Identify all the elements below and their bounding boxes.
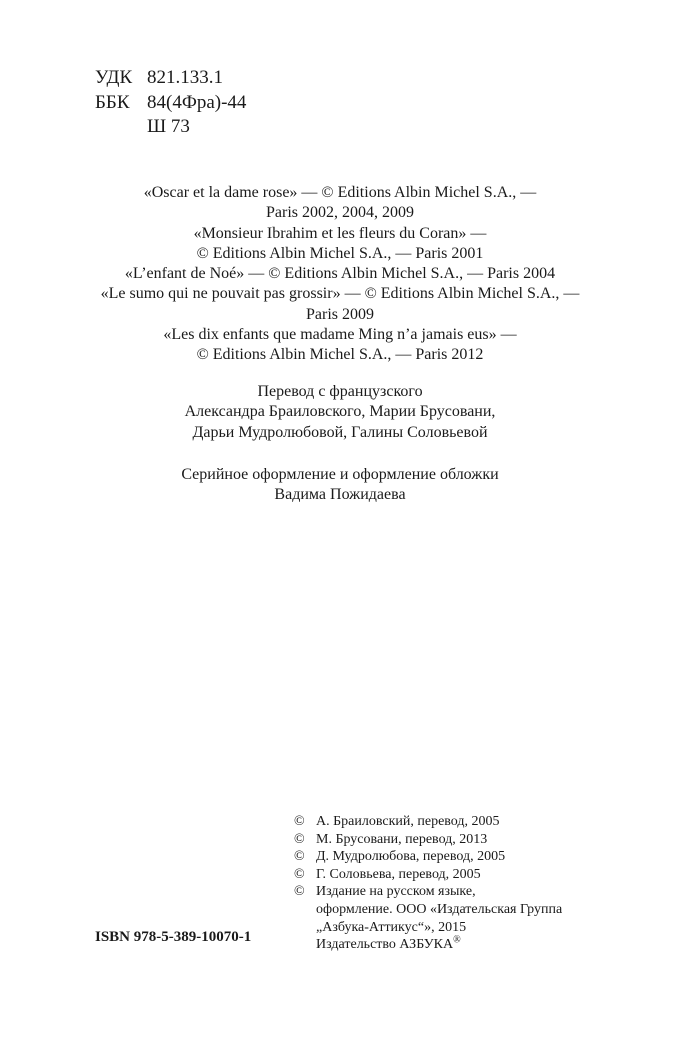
- copyright-symbol: ©: [294, 866, 305, 882]
- rights-text: М. Брусовани, перевод, 2013: [316, 831, 488, 847]
- rights-text: Г. Соловьева, перевод, 2005: [316, 866, 481, 882]
- classification-block: [95, 66, 246, 140]
- design-line: Вадима Пожидаева: [274, 486, 406, 504]
- udk-label: УДК: [95, 67, 133, 88]
- copyright-line: © Editions Albin Michel S.A., — Paris 2012: [196, 346, 484, 364]
- rights-text: Д. Мудролюбова, перевод, 2005: [316, 849, 506, 865]
- rights-text: Издание на русском языке,: [316, 884, 476, 900]
- copyright-symbol: ©: [294, 884, 305, 900]
- rights-text: А. Браиловский, перевод, 2005: [316, 814, 500, 829]
- isbn: ISBN 978-5-389-10070-1: [95, 929, 252, 945]
- copyright-symbol: ©: [294, 849, 305, 865]
- rights-continuation: оформление. ООО «Издательская Группа: [316, 901, 563, 917]
- copyright-line: «L’enfant de Noé» — © Editions Albin Michel S.A., — Paris 2004: [124, 265, 556, 283]
- original-copyrights: [0, 183, 680, 366]
- bbk-row: [95, 91, 246, 116]
- rights-item: [294, 831, 562, 849]
- design-credits: [0, 465, 680, 506]
- translation-line: Александра Браиловского, Марии Брусовани,: [184, 403, 496, 421]
- bbk-label: ББК: [95, 91, 130, 113]
- publisher-name: Издательство АЗБУКА: [316, 937, 454, 953]
- registered-mark: ®: [453, 934, 461, 946]
- rights-item: [294, 883, 562, 901]
- publisher-line: [294, 936, 562, 954]
- bbk-value: 84(4Фра)-44: [147, 91, 247, 113]
- copyright-line: «Oscar et la dame rose» — © Editions Albin Michel S.A., —: [143, 184, 537, 201]
- copyright-line: «Monsieur Ibrahim et les fleurs du Coran» —: [193, 224, 487, 242]
- rights-item: [294, 813, 562, 831]
- copyright-line: «Le sumo qui ne pouvait pas grossir» — © Editions Albin Michel S.A., —: [100, 285, 580, 303]
- design-line: Серийное оформление и оформление обложки: [181, 466, 499, 483]
- translation-credits: [0, 382, 680, 443]
- udk-row: [95, 66, 246, 91]
- rights-item: [294, 848, 562, 866]
- russian-rights: [294, 813, 562, 954]
- copyright-line: Paris 2002, 2004, 2009: [266, 204, 414, 222]
- translation-line: Перевод с французского: [257, 383, 423, 400]
- translation-line: Дарьи Мудролюбовой, Галины Соловьевой: [192, 423, 488, 441]
- author-mark: Ш 73: [147, 116, 190, 137]
- rights-continuation: „Азбука-Аттикус“», 2015: [316, 919, 467, 935]
- copyright-symbol: ©: [294, 814, 305, 829]
- copyright-line: © Editions Albin Michel S.A., — Paris 2001: [196, 244, 484, 262]
- copyright-line: Paris 2009: [306, 305, 374, 323]
- copyright-line: «Les dix enfants que madame Ming n’a jamais eus» —: [163, 326, 517, 344]
- rights-item: [294, 866, 562, 884]
- copyright-symbol: ©: [294, 831, 305, 847]
- udk-value: 821.133.1: [147, 67, 223, 88]
